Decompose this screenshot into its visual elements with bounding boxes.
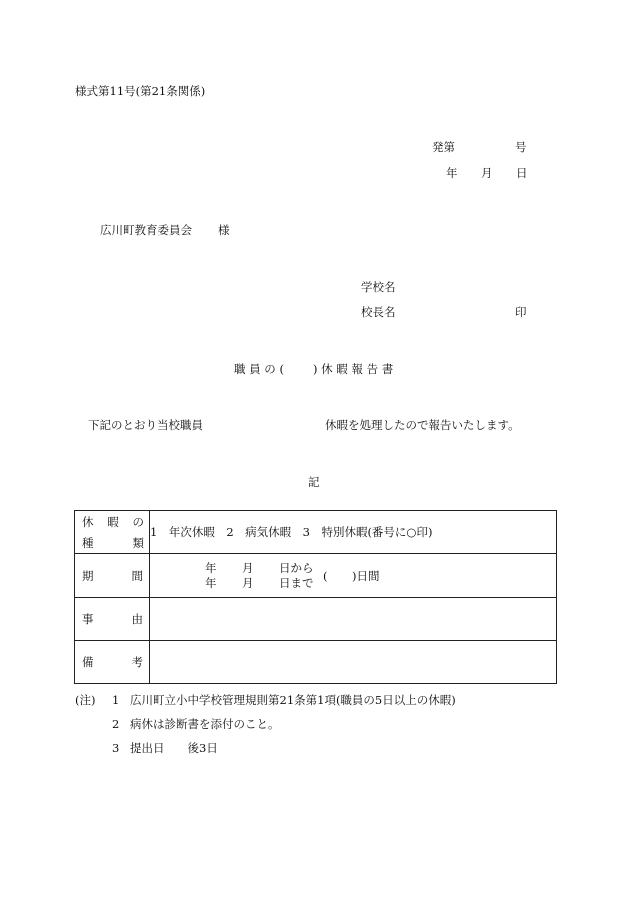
school-name-label: 学校名 [361,280,396,294]
period-from-label: 日から [279,560,314,575]
seal-mark: 印 [515,305,527,319]
date-month: 月 [481,166,493,180]
days-count-label: )日間 [352,568,380,583]
period-field [150,554,557,598]
leave-type-row [75,511,557,554]
body-text-part2: 休暇を処理したので報告いたします。 [325,418,520,432]
reason-field[interactable] [150,598,557,641]
note-1-text: 広川町立小中学校管理規則第21条第1項(職員の5日以上の休暇) [130,693,456,707]
period-to-label: 日まで [279,575,314,590]
principal-name-label: 校長名 [361,305,396,319]
period-label: 期 間 [75,554,150,598]
date-day: 日 [516,166,528,180]
note-3-number: 3 [112,741,120,755]
remarks-label: 備 考 [75,641,150,684]
title-prefix: 職 員 の ( [234,362,284,376]
reason-label: 事 由 [75,598,150,641]
remarks-field[interactable] [150,641,557,684]
issue-number-prefix: 発第 [432,140,455,154]
ki-heading: 記 [308,475,320,489]
notes-prefix: (注) [75,693,96,707]
note-2-text: 病休は診断書を添付のこと。 [130,717,280,731]
remarks-row [75,641,557,684]
note-3-text: 提出日 後3日 [130,741,218,755]
addressee-honorific: 様 [218,223,230,237]
leave-type-label: 休 暇 の 種 類 [75,511,150,554]
period-from-month: 月 [242,560,254,575]
days-open-paren: ( [323,568,328,583]
form-number: 様式第11号(第21条関係) [75,84,206,98]
period-from-year: 年 [205,560,217,575]
title-suffix: ) 休 暇 報 告 書 [313,362,394,376]
reason-row [75,598,557,641]
body-text-part1: 下記のとおり当校職員 [88,418,203,432]
date-year: 年 [446,166,458,180]
issue-number-suffix: 号 [515,140,527,154]
note-1-number: 1 [112,693,120,707]
addressee-name: 広川町教育委員会 [100,223,192,237]
leave-type-options: 1 年次休暇 2 病気休暇 3 特別休暇(番号に○印) [150,511,557,554]
leave-report-table [74,510,557,684]
period-to-year: 年 [205,575,217,590]
note-2-number: 2 [112,717,120,731]
period-to-month: 月 [242,575,254,590]
period-row [75,554,557,598]
